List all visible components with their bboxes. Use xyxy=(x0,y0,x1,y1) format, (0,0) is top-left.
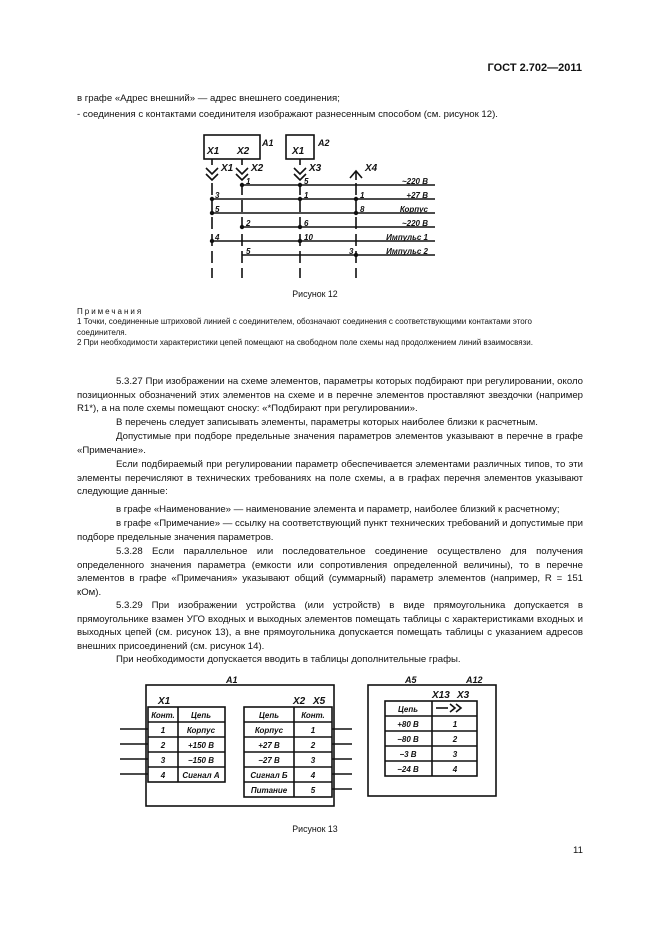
label-x3-fig13: Х3 xyxy=(457,690,470,701)
line-connector-contacts: - соединения с контактами соединителя изображают разнесенным способом (см. рисунок 12). xyxy=(77,108,498,120)
right-header-cont: Конт. xyxy=(301,711,325,720)
table-cell-text: 2 xyxy=(160,741,166,750)
table-cell-text: 1 xyxy=(452,720,458,729)
document-header: ГОСТ 2.702—2011 xyxy=(487,62,582,74)
pin-x3-1: 1 xyxy=(304,191,309,200)
paragraph-5-3-29: 5.3.29 При изображении устройства (или устройств) в виде прямоугольника допускается в прямоугольнике взамен УГО входных и выходных элементов помещать таблицы с характеристиками входных и выходных цепей (см. рисунок 13), а вне прямоугольника допускается помещать таблицы с указанием адресов внешних присоединений (см. рисунок 14). xyxy=(77,600,583,652)
table-cell-text: −27 В xyxy=(258,756,280,765)
paragraph-5-3-29-b: При необходимости допускается вводить в таблицы дополнительные графы. xyxy=(116,654,461,665)
note-1: 1 Точки, соединенные штриховой линией с соединителем, обозначают соединения с соответствующими контактами этого соединителя. xyxy=(77,317,532,337)
label-x2-fig13: Х2 xyxy=(293,696,306,707)
signal-impulse-2: Импульс 2 xyxy=(386,247,428,256)
table-cell-text: 3 xyxy=(310,756,316,765)
table-cell-text: +80 В xyxy=(397,720,419,729)
table-cell-text: 2 xyxy=(452,735,458,744)
table-cell-text: −24 В xyxy=(397,765,419,774)
pin-x3-5: 5 xyxy=(304,177,309,186)
notes-block xyxy=(77,307,583,349)
figure-12-caption: Рисунок 12 xyxy=(292,289,338,299)
pin-x4-1: 1 xyxy=(360,191,365,200)
label-x5-fig13: Х5 xyxy=(313,696,326,707)
note-2: 2 При необходимости характеристики цепей помещают на свободном поле схемы над продолжением линий взаимосвязи. xyxy=(77,338,533,348)
table-cell-text: 3 xyxy=(452,750,458,759)
label-x3: Х3 xyxy=(309,163,322,174)
table-cell-text: 4 xyxy=(452,765,458,774)
page-number: 11 xyxy=(573,845,583,856)
paragraph-5-3-27-f: в графе «Примечание» — ссылку на соответствующий пункт технических требований и допустимые при подборе предельные значения параметров. xyxy=(77,518,583,543)
signal-impulse-1: Импульс 1 xyxy=(386,233,428,242)
top-text xyxy=(77,91,583,122)
signal-korpus: Корпус xyxy=(399,205,428,214)
label-x1-fig13: Х1 xyxy=(158,696,171,707)
table-cell-text: Корпус xyxy=(254,726,284,735)
left-header-circuit: Цепь xyxy=(191,711,211,720)
table-cell-text: 4 xyxy=(160,771,166,780)
signal-220-1: ~220 В xyxy=(401,177,428,186)
figure-13-caption: Рисунок 13 xyxy=(292,824,338,834)
label-a12: А12 xyxy=(466,675,483,685)
pin-x2-2: 2 xyxy=(246,219,251,228)
table-cell-text: 2 xyxy=(310,741,316,750)
pin-x1-3: 3 xyxy=(215,191,220,200)
label-a2: А2 xyxy=(318,138,330,148)
label-x1-box2: Х1 xyxy=(292,146,305,157)
pin-x1-4: 4 xyxy=(215,233,220,242)
label-x13: Х13 xyxy=(432,690,450,701)
pin-x3-10: 10 xyxy=(304,233,313,242)
box2-header-circuit: Цепь xyxy=(398,705,418,714)
label-x2: Х2 xyxy=(251,163,264,174)
table-cell-text: +150 В xyxy=(187,741,215,750)
table-cell-text: 1 xyxy=(310,726,316,735)
label-x4: Х4 xyxy=(365,163,378,174)
line-address-external: в графе «Адрес внешний» — адрес внешнего соединения; xyxy=(77,93,340,104)
table-cell-text: Корпус xyxy=(186,726,216,735)
figure-13-diagram xyxy=(118,672,498,822)
pin-x1-5: 5 xyxy=(215,205,220,214)
paragraph-5-3-27: 5.3.27 При изображении на схеме элементов, параметры которых подбирают при регулировании, около позиционных обозначений этих элементов на схеме и в перечне элементов проставляют звездочки (например R1*), а на поле схемы помещают сноску: «*Подбирают при регулировании». xyxy=(77,376,583,415)
notes-title: Примечания xyxy=(77,307,144,316)
table-cell-text: 5 xyxy=(310,786,316,795)
label-x1: Х1 xyxy=(221,163,234,174)
device-a1-outline xyxy=(146,685,334,806)
right-header-circuit: Цепь xyxy=(259,711,279,720)
paragraph-5-3-27-b: В перечень следует записывать элементы, параметры которых наиболее близки к расчетным. xyxy=(116,417,538,428)
table-cell-text: +27 В xyxy=(258,741,280,750)
pin-x4-8: 8 xyxy=(360,205,365,214)
label-a1: А1 xyxy=(262,138,274,148)
pin-x2-1: 1 xyxy=(246,177,251,186)
pin-x3-6: 6 xyxy=(304,219,309,228)
label-x2-box: Х2 xyxy=(237,146,250,157)
label-a1-fig13: А1 xyxy=(226,675,238,685)
table-cell-text: Сигнал А xyxy=(182,771,220,780)
table-cell-text: 3 xyxy=(160,756,166,765)
label-x1-box: Х1 xyxy=(207,146,220,157)
table-cell-text: Питание xyxy=(250,786,288,795)
signal-27: +27 В xyxy=(406,191,428,200)
table-cell-text: 1 xyxy=(160,726,166,735)
figure-12-diagram xyxy=(190,128,440,288)
paragraph-5-3-27-d: Если подбираемый при регулировании параметр обеспечивается элементами различных типов, то эти элементы перечисляют в технических требованиях на поле схемы, а в графах перечня элементов указывают следующие данные: xyxy=(77,459,583,498)
pin-x4-3: 3 xyxy=(349,247,354,256)
pin-x2-5: 5 xyxy=(246,247,251,256)
table-cell-text: −80 В xyxy=(397,735,419,744)
signal-220-2: ~220 В xyxy=(401,219,428,228)
table-cell-text: −150 В xyxy=(187,756,215,765)
paragraph-5-3-27-c: Допустимые при подборе предельные значения параметров элементов указывают в перечне в графе «Примечание». xyxy=(77,431,583,456)
table-cell-text: Сигнал Б xyxy=(250,771,288,780)
table-cell-text: 4 xyxy=(310,771,316,780)
paragraph-5-3-28: 5.3.28 Если параллельное или последовательное соединение осуществлено для получения определенного значения параметра (емкости или сопротивления определенной величины), то в перечне элементов в графе «Примечания» указывают общий (суммарный) параметр элементов (например, R = 151 кОм). xyxy=(77,546,583,598)
left-header-cont: Конт. xyxy=(151,711,175,720)
label-a5: А5 xyxy=(405,675,417,685)
paragraph-5-3-27-e: в графе «Наименование» — наименование элемента и параметр, наиболее близкий к расчетному; xyxy=(116,504,560,515)
table-cell-text: −3 В xyxy=(399,750,417,759)
